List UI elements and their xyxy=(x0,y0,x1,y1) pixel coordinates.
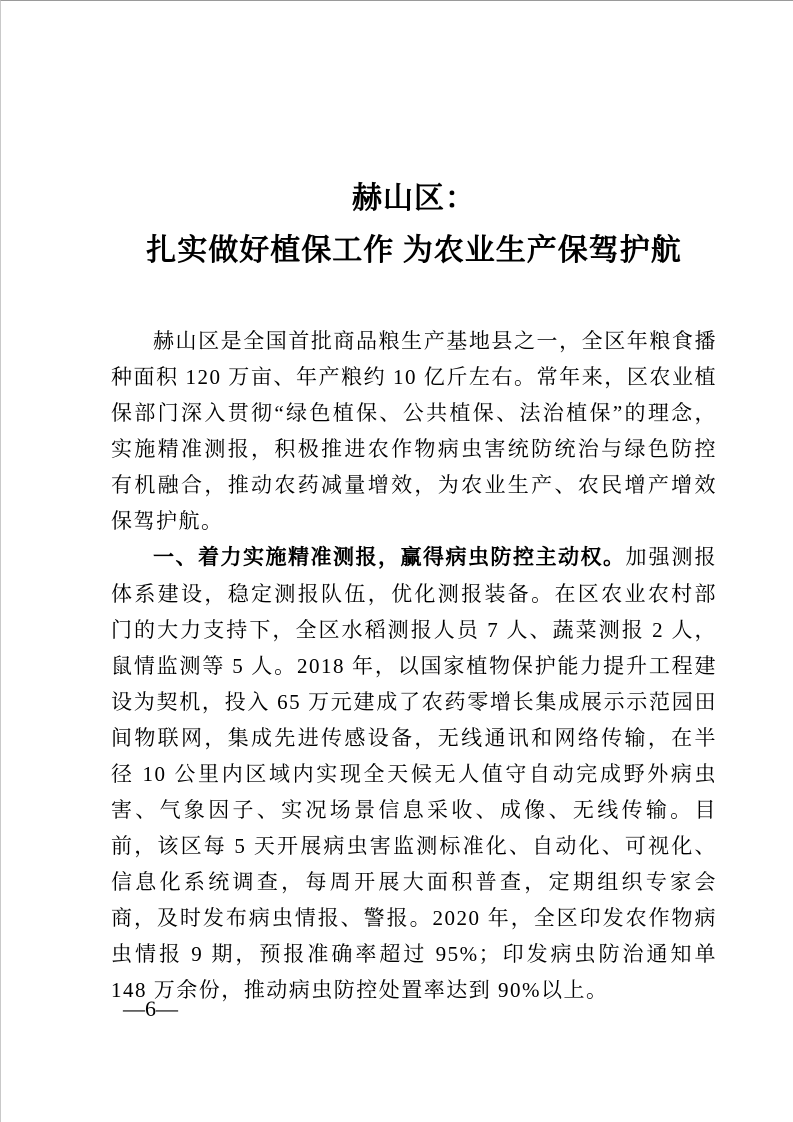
section-one-heading: 一、着力实施精准测报，赢得病虫防控主动权。 xyxy=(153,546,626,569)
document-title xyxy=(1,173,793,277)
title-line-2: 扎实做好植保工作 为农业生产保驾护航 xyxy=(146,234,682,267)
section-one-text: 加强测报体系建设，稳定测报队伍，优化测报装备。在区农业农村部门的大力支持下，全区水稻测报人员 7 人、蔬菜测报 2 人，鼠情监测等 5 人。2018 年，以国家植物保护能力提升工程建设为契机，投入 65 万元建成了农药零增长集成展示示范园田间物联网，集成先进传感设备，无线通讯和网络传输，在半径 10 公里内区域内实现全天候无人值守自动完成野外病虫害、气象因子、实况场景信息采收、成像、无线传输。目前，该区每 5 天开展病虫害监测标准化、自动化、可视化、信息化系统调查，每周开展大面积普查，定期组织专家会商，及时发布病虫情报、警报。2020 年，全区印发农作物病虫情报 9 期，预报准确率超过 95%；印发病虫防治通知单 148 万余份，推动病虫防控处置率达到 90%以上。 xyxy=(111,545,717,1002)
paragraph-section-one xyxy=(111,539,717,1008)
document-body xyxy=(1,323,793,1008)
page-number: —6— xyxy=(123,996,178,1021)
paragraph-intro: 赫山区是全国首批商品粮生产基地县之一，全区年粮食播种面积 120 万亩、年产粮约 10 亿斤左右。常年来，区农业植保部门深入贯彻“绿色植保、公共植保、法治植保”的理念，实施精准测报，积极推进农作物病虫害统防统治与绿色防控有机融合，推动农药减量增效，为农业生产、农民增产增效保驾护航。 xyxy=(111,329,717,533)
title-line-1: 赫山区： xyxy=(352,182,476,215)
